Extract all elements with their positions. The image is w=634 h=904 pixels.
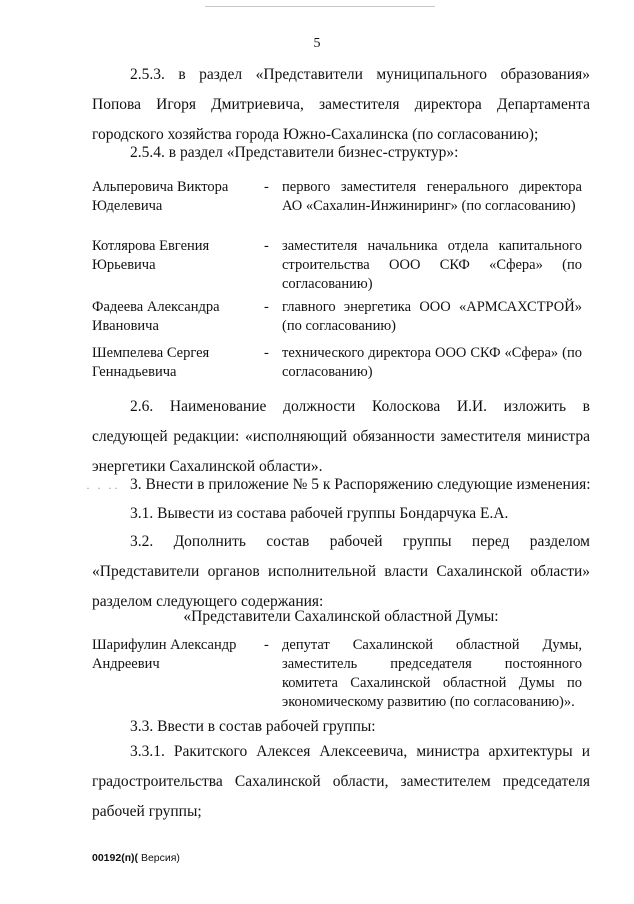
scan-margin-mark: · · ·· <box>86 481 120 495</box>
member-dash: - <box>264 637 269 653</box>
member-description: депутат Сахалинской областной Думы, заместитель председателя постоянного комитета Сахалинской областной Думы по экономическому развитию (по согласованию)». <box>282 637 582 710</box>
member-dash: - <box>264 179 269 195</box>
paragraph-3-3: 3.3. Ввести в состав рабочей группы: <box>130 718 376 735</box>
member-dash: - <box>264 345 269 361</box>
page-number: 5 <box>313 36 321 51</box>
member-name: Фадеева Александра Ивановича <box>92 299 220 334</box>
paragraph-3-2: 3.2. Дополнить состав рабочей группы перед разделом «Представители органов исполнительной власти Сахалинской области» разделом следующего содержания: <box>92 533 590 610</box>
paragraph-3-1: 3.1. Вывести из состава рабочей группы Бондарчука Е.А. <box>130 505 509 522</box>
footer-code-number: 00192(п)( <box>92 852 139 864</box>
paragraph-2-5-3: 2.5.3. в раздел «Представители муниципального образования» Попова Игоря Дмитриевича, заместителя директора Департамента городского хозяйства города Южно-Сахалинска (по согласованию); <box>92 66 590 143</box>
member-description: первого заместителя генерального директора АО «Сахалин-Инжиниринг» (по согласованию) <box>282 179 582 214</box>
member-name: Альперовича Виктора Юделевича <box>92 179 229 214</box>
paragraph-2-6: 2.6. Наименование должности Колоскова И.И. изложить в следующей редакции: «исполняющий обязанности заместителя министра энергетики Сахалинской области». <box>92 398 590 475</box>
member-description: главного энергетика ООО «АРМСАХСТРОЙ» (по согласованию) <box>282 299 582 334</box>
duma-heading: «Представители Сахалинской областной Думы: <box>183 608 499 625</box>
footer-code <box>92 852 180 864</box>
paragraph-3: 3. Внести в приложение № 5 к Распоряжению следующие изменения: <box>130 476 591 493</box>
member-dash: - <box>264 238 269 254</box>
paragraph-2-5-4: 2.5.4. в раздел «Представители бизнес-структур»: <box>130 144 459 161</box>
scan-top-line <box>205 6 435 7</box>
paragraph-3-3-1: 3.3.1. Ракитского Алексея Алексеевича, министра архитектуры и градостроительства Сахалинской области, заместителем председателя рабочей группы; <box>92 743 590 820</box>
member-name: Шарифулин Александр Андреевич <box>92 637 237 672</box>
member-description: технического директора ООО СКФ «Сфера» (по согласованию) <box>282 345 582 380</box>
member-dash: - <box>264 299 269 315</box>
footer-version: Версия) <box>138 852 180 864</box>
member-name: Шемпелева Сергея Геннадьевича <box>92 345 210 380</box>
member-name: Котлярова Евгения Юрьевича <box>92 238 210 273</box>
member-description: заместителя начальника отдела капитального строительства ООО СКФ «Сфера» (по согласованию) <box>282 238 582 292</box>
